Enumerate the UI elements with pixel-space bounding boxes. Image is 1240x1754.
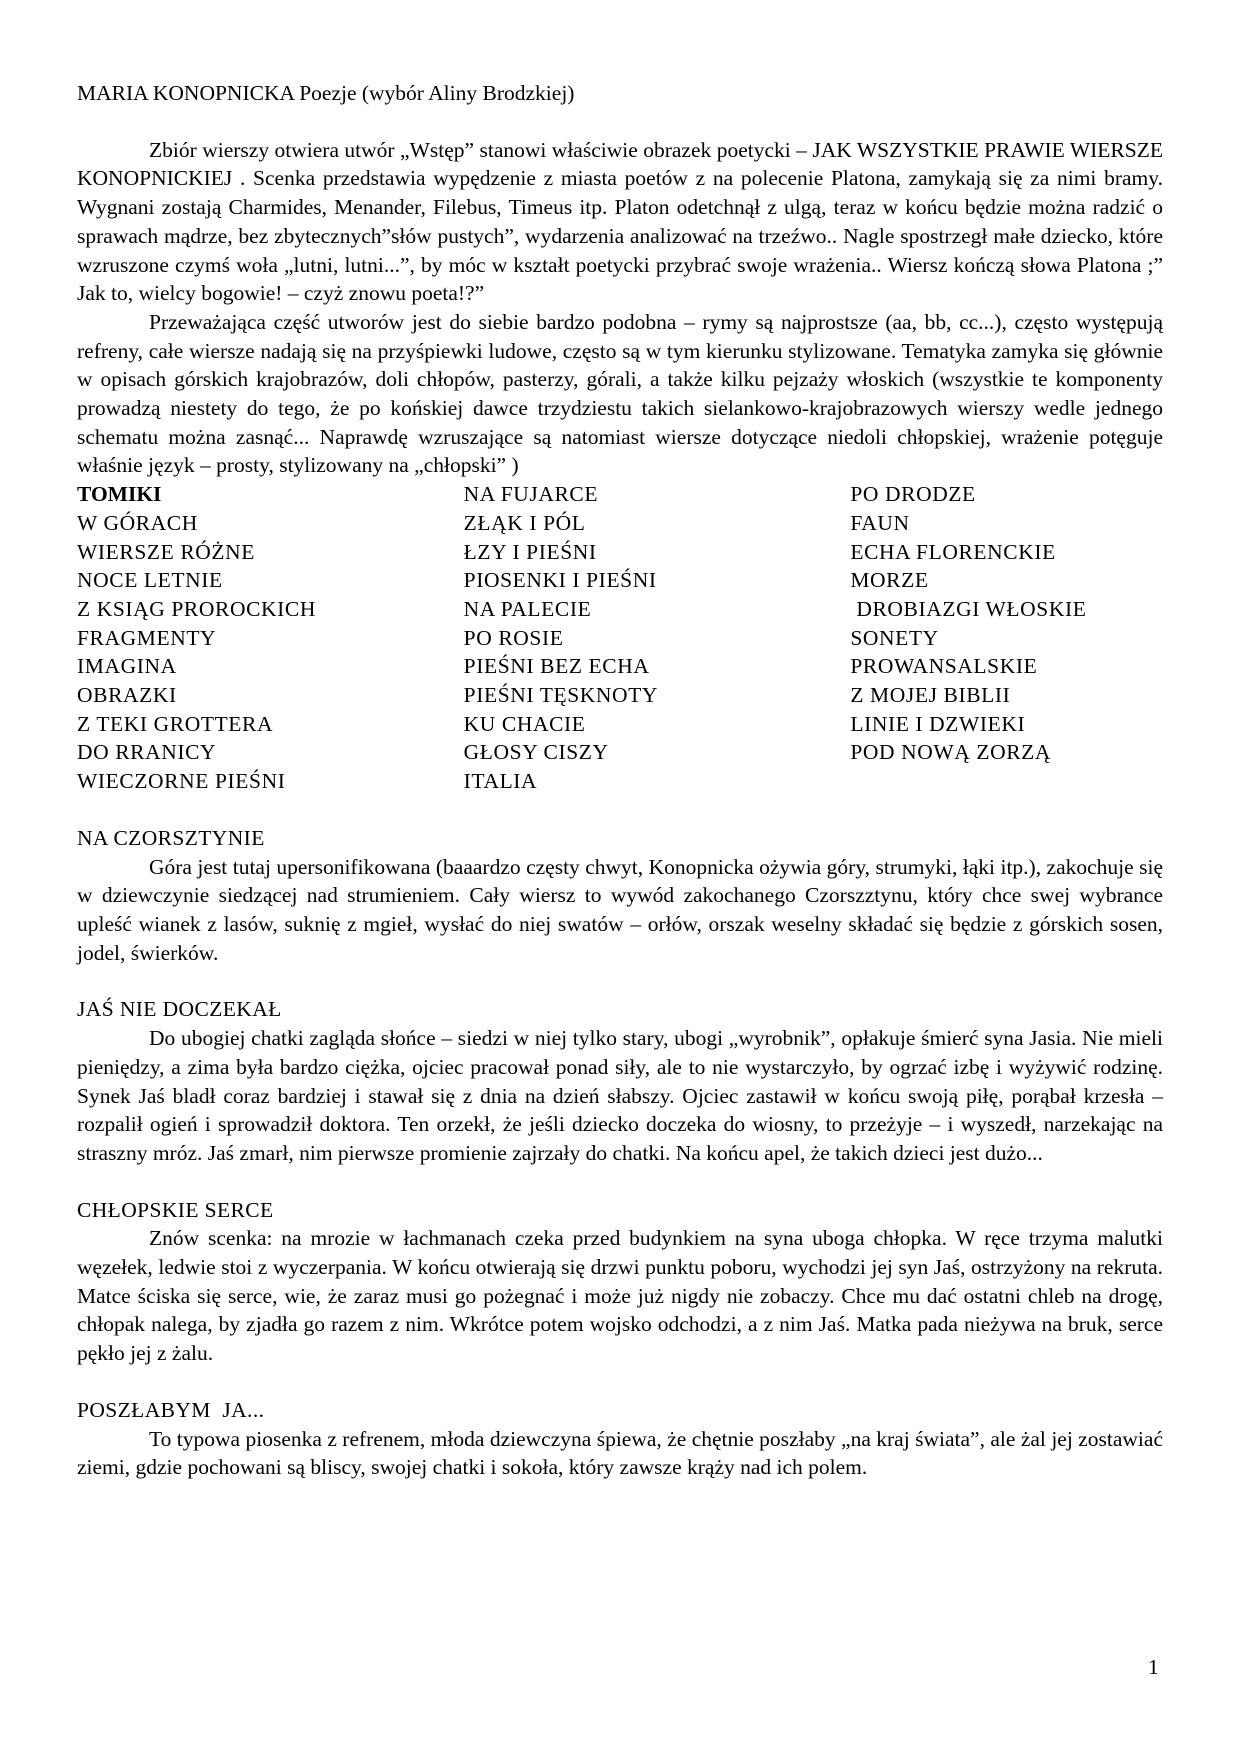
intro-paragraph-1: Zbiór wierszy otwiera utwór „Wstęp” stanowi właściwie obrazek poetycki – JAK WSZYSTKIE PRAWIE WIERSZE KONOPNICKIEJ . Scenka przedstawia wypędzenie z miasta poetów z na polecenie Platona, zamykają się za nimi bramy. Wygnani zostają Charmides, Menander, Filebus, Timeus itp. Platon odetchnął z ulgą, teraz w końcu będzie można radzić o sprawach mądrze, bez zbytecznych”słów pustych”, wydarzenia analizować na trzeźwo.. Nagle spostrzegł małe dziecko, które wzruszone czymś woła „lutni, lutni...”, by móc w kształt poetycki przybrać swoje wrażenia.. Wiersz kończą słowa Platona ;” Jak to, wielcy bogowie! – czyż znowu poeta!?” bbox=[77, 137, 1163, 306]
section-text-poszlabym-ja: To typowa piosenka z refrenem, młoda dziewczyna śpiewa, że chętnie poszłaby „na kraj świata”, ale żal jej zostawiać ziemi, gdzie pochowani są bliscy, swojej chatki i sokoła, który zawsze krąży nad ich polem. bbox=[77, 1426, 1163, 1480]
section-text-na-czorsztynie: Góra jest tutaj upersonifikowana (baaardzo częsty chwyt, Konopnicka ożywia góry, strumyki, łąki itp.), zakochuje się w dziewczynie siedzącej nad strumieniem. Cały wiersz to wywód zakochanego Czorszztynu, który chce swej wybrance upleść wianek z lasów, suknię z mgieł, wysłać do niej swatów – orłów, orszak weselny składać się będzie z górskich sosen, jodel, świerków. bbox=[77, 854, 1163, 965]
tomik-item: POD NOWĄ ZORZĄ bbox=[850, 740, 1052, 765]
tomik-item: NA PALECIE bbox=[463, 596, 592, 621]
tomiki-column-1 bbox=[77, 480, 464, 796]
tomik-item: NA FUJARCE bbox=[463, 482, 599, 507]
tomik-item: NOCE LETNIE bbox=[77, 568, 223, 593]
tomiki-heading: TOMIKI bbox=[77, 482, 162, 507]
document-title: MARIA KONOPNICKA Poezje (wybór Aliny Brodzkiej) bbox=[77, 81, 575, 105]
tomik-item: SONETY bbox=[850, 625, 939, 650]
tomik-item: PIEŚNI BEZ ECHA bbox=[463, 654, 650, 679]
tomik-item: PIOSENKI I PIEŚNI bbox=[463, 568, 657, 593]
tomik-item: W GÓRACH bbox=[77, 510, 198, 535]
tomik-item: OBRAZKI bbox=[77, 683, 177, 708]
tomiki-column-2 bbox=[464, 480, 851, 796]
tomik-item: Z KSIĄG PROROCKICH bbox=[77, 596, 316, 621]
tomik-item: IMAGINA bbox=[77, 654, 177, 679]
tomik-item: ŁZY I PIEŚNI bbox=[463, 539, 597, 564]
tomik-item: PO ROSIE bbox=[463, 625, 564, 650]
tomik-item: WIECZORNE PIEŚNI bbox=[77, 769, 286, 794]
tomik-item: FAUN bbox=[850, 510, 910, 535]
tomik-item: LINIE I DZWIEKI bbox=[850, 711, 1026, 736]
tomiki-list bbox=[77, 480, 1237, 796]
section-text-jas-nie-doczekal: Do ubogiej chatki zagląda słońce – siedzi w niej tylko stary, ubogi „wyrobnik”, opłakuje śmierć syna Jasia. Nie mieli pieniędzy, a zima była bardzo ciężka, ojciec pracował ponad siły, ale to nie wystarczyło, by ogrzać izbę i wyżywić rodzinę. Synek Jaś bladł coraz bardziej i stawał się z dnia na dzień słabszy. Ojciec zastawił w końcu swoją piłę, porąbał krzesła – rozpalił ogień i sprowadził doktora. Ten orzekł, że jeśli dziecko doczeka do wiosny, to przeżyje – i wyszedł, narzekając na straszny mróz. Jaś zmarł, nim pierwsze promienie zajrzały do chatki. Na końcu apel, że takich dzieci jest dużo... bbox=[77, 1026, 1163, 1165]
tomik-item: ECHA FLORENCKIE bbox=[850, 539, 1056, 564]
tomiki-column-3 bbox=[850, 480, 1237, 796]
section-heading-jas-nie-doczekal: JAŚ NIE DOCZEKAŁ bbox=[77, 997, 282, 1022]
tomik-item: KU CHACIE bbox=[463, 711, 586, 736]
tomik-item: FRAGMENTY bbox=[77, 625, 217, 650]
section-heading-poszlabym-ja: POSZŁABYM JA... bbox=[77, 1397, 265, 1422]
tomik-item: DO RRANICY bbox=[77, 740, 217, 765]
tomik-item: ITALIA bbox=[463, 769, 538, 794]
section-heading-na-czorsztynie: NA CZORSZTYNIE bbox=[77, 825, 265, 850]
page-content bbox=[77, 79, 1163, 1482]
intro-paragraph-2: Przeważająca część utworów jest do siebie bardzo podobna – rymy są najprostsze (aa, bb, cc...), często występują refreny, całe wiersze nadają się na przyśpiewki ludowe, często są w tym kierunku stylizowane. Tematyka zamyka się głównie w opisach górskich krajobrazów, doli chłopów, pasterzy, górali, a także kilku pejzaży włoskich (wszystkie te komponenty prowadzą niestety do tego, że po końskiej dawce trzydziestu takich sielankowo-krajobrazowych wierszy wedle jednego schematu można zasnąć... Naprawdę wzruszające są natomiast wiersze dotyczące niedoli chłopskiej, wrażenie potęguje właśnie język – prosty, stylizowany na „chłopski” ) bbox=[77, 309, 1163, 478]
tomik-item: PIEŚNI TĘSKNOTY bbox=[463, 683, 659, 708]
tomik-item: ZŁĄK I PÓL bbox=[463, 510, 586, 535]
section-text-chlopskie-serce: Znów scenka: na mrozie w łachmanach czeka przed budynkiem na syna uboga chłopka. W ręce trzyma malutki węzełek, ledwie stoi z wyczerpania. W końcu otwierają się drzwi punktu poboru, wychodzi jej syn Jaś, ostrzyżony na rekruta. Matce ściska się serce, wie, że zaraz musi go pożegnać i może już nigdy nie zobaczy. Chce mu dać ostatni chleb na drogę, chłopak nalega, by zjadła go razem z nim. Wkrótce potem wojsko odchodzi, a z nim Jaś. Matka pada nieżywa na bruk, serce pękło jej z żalu. bbox=[77, 1226, 1163, 1366]
tomik-item: Z TEKI GROTTERA bbox=[77, 711, 274, 736]
tomik-item: DROBIAZGI WŁOSKIE bbox=[850, 596, 1087, 621]
page-number: 1 bbox=[1148, 1655, 1159, 1679]
tomik-item: PROWANSALSKIE bbox=[850, 654, 1038, 679]
tomik-item: PO DRODZE bbox=[850, 482, 976, 507]
section-heading-chlopskie-serce: CHŁOPSKIE SERCE bbox=[77, 1197, 274, 1222]
tomik-item: GŁOSY CISZY bbox=[463, 740, 609, 765]
tomik-item: WIERSZE RÓŻNE bbox=[77, 539, 255, 564]
tomik-item: Z MOJEJ BIBLII bbox=[850, 683, 1011, 708]
tomik-item: MORZE bbox=[850, 568, 929, 593]
